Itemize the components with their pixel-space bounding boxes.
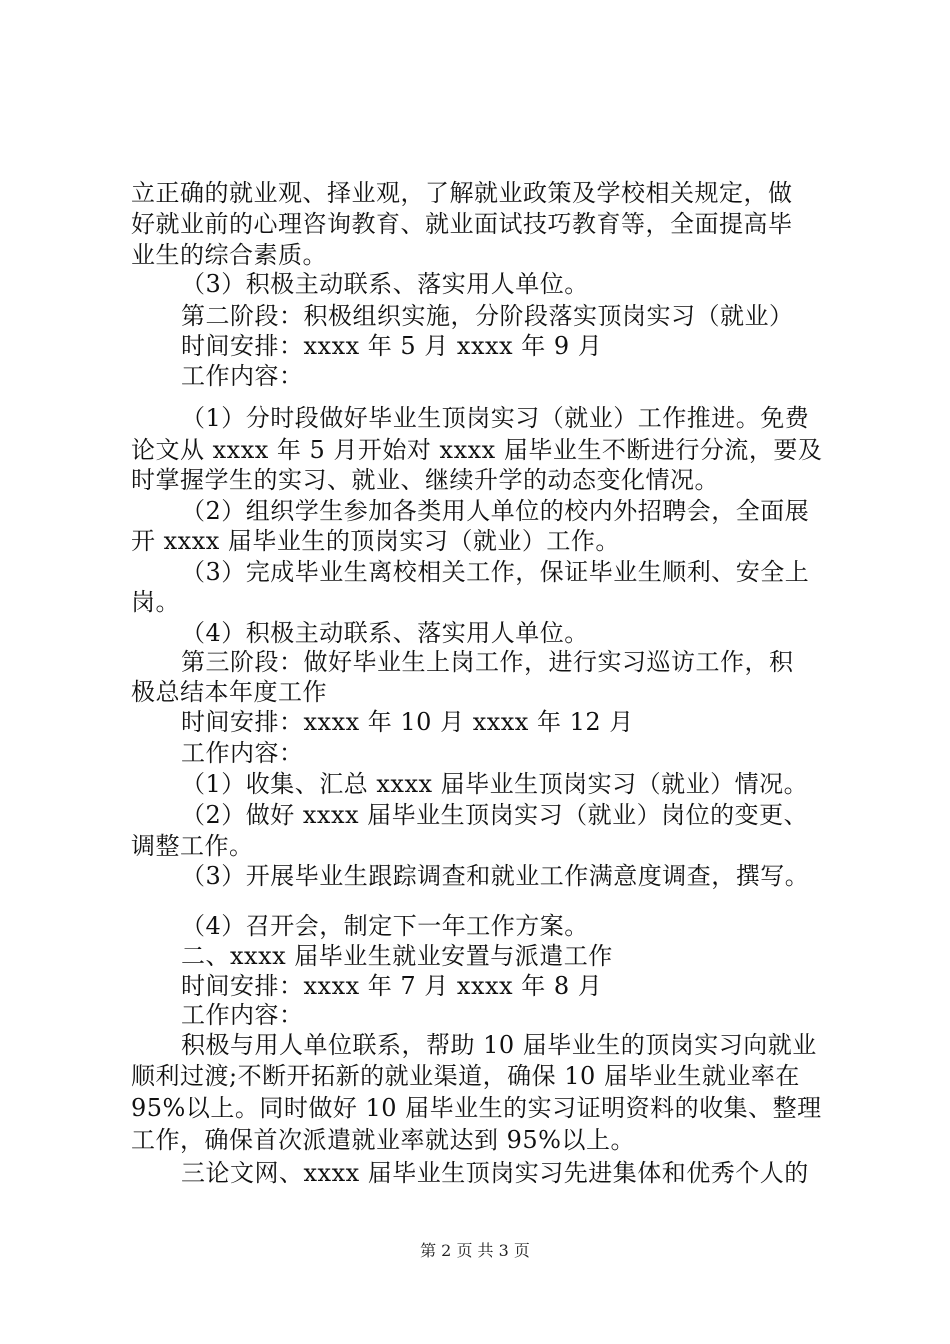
text-line: （1）分时段做好毕业生顶岗实习（就业）工作推进。免费	[181, 404, 810, 432]
text-line: 时间安排：xxxx 年 5 月 xxxx 年 9 月	[181, 332, 603, 360]
text-line: 第三阶段：做好毕业生上岗工作，进行实习巡访工作，积	[181, 648, 794, 676]
text-line: 岗。	[131, 588, 180, 616]
text-line: 工作内容：	[181, 362, 304, 390]
text-line: 论文从 xxxx 年 5 月开始对 xxxx 届毕业生不断进行分流，要及	[131, 436, 823, 464]
text-line: 时间安排：xxxx 年 7 月 xxxx 年 8 月	[181, 972, 603, 1000]
text-line: 工作内容：	[181, 1001, 304, 1029]
page-footer: 第 2 页 共 3 页	[420, 1241, 530, 1260]
text-line: 95%以上。同时做好 10 届毕业生的实习证明资料的收集、整理	[131, 1094, 822, 1122]
text-line: 顺利过渡;不断开拓新的就业渠道，确保 10 届毕业生就业率在	[131, 1062, 800, 1090]
text-line: （3）积极主动联系、落实用人单位。	[181, 270, 589, 298]
text-line: 三论文网、xxxx 届毕业生顶岗实习先进集体和优秀个人的	[181, 1159, 809, 1187]
text-line: 二、xxxx 届毕业生就业安置与派遣工作	[181, 942, 613, 970]
text-line: 调整工作。	[131, 832, 254, 860]
text-line: （4）召开会，制定下一年工作方案。	[181, 912, 589, 940]
text-line: 业生的综合素质。	[131, 241, 327, 269]
text-line: 好就业前的心理咨询教育、就业面试技巧教育等，全面提高毕	[131, 210, 793, 238]
text-line: 时掌握学生的实习、就业、继续升学的动态变化情况。	[131, 466, 719, 494]
text-line: 时间安排：xxxx 年 10 月 xxxx 年 12 月	[181, 708, 634, 736]
text-line: 工作内容：	[181, 739, 304, 767]
text-line: 第二阶段：积极组织实施，分阶段落实顶岗实习（就业）	[181, 302, 794, 330]
text-line: 积极与用人单位联系，帮助 10 届毕业生的顶岗实习向就业	[181, 1031, 817, 1059]
text-line: （1）收集、汇总 xxxx 届毕业生顶岗实习（就业）情况。	[181, 770, 809, 798]
text-line: 立正确的就业观、择业观，了解就业政策及学校相关规定，做	[131, 179, 793, 207]
text-line: （4）积极主动联系、落实用人单位。	[181, 619, 589, 647]
text-line: （3）完成毕业生离校相关工作，保证毕业生顺利、安全上	[181, 558, 810, 586]
text-line: （3）开展毕业生跟踪调查和就业工作满意度调查，撰写。	[181, 862, 810, 890]
text-line: 工作，确保首次派遣就业率就达到 95%以上。	[131, 1126, 635, 1154]
text-line: （2）组织学生参加各类用人单位的校内外招聘会，全面展	[181, 497, 810, 525]
text-line: （2）做好 xxxx 届毕业生顶岗实习（就业）岗位的变更、	[181, 801, 809, 829]
text-line: 极总结本年度工作	[131, 678, 327, 706]
text-line: 开 xxxx 届毕业生的顶岗实习（就业）工作。	[131, 527, 620, 555]
